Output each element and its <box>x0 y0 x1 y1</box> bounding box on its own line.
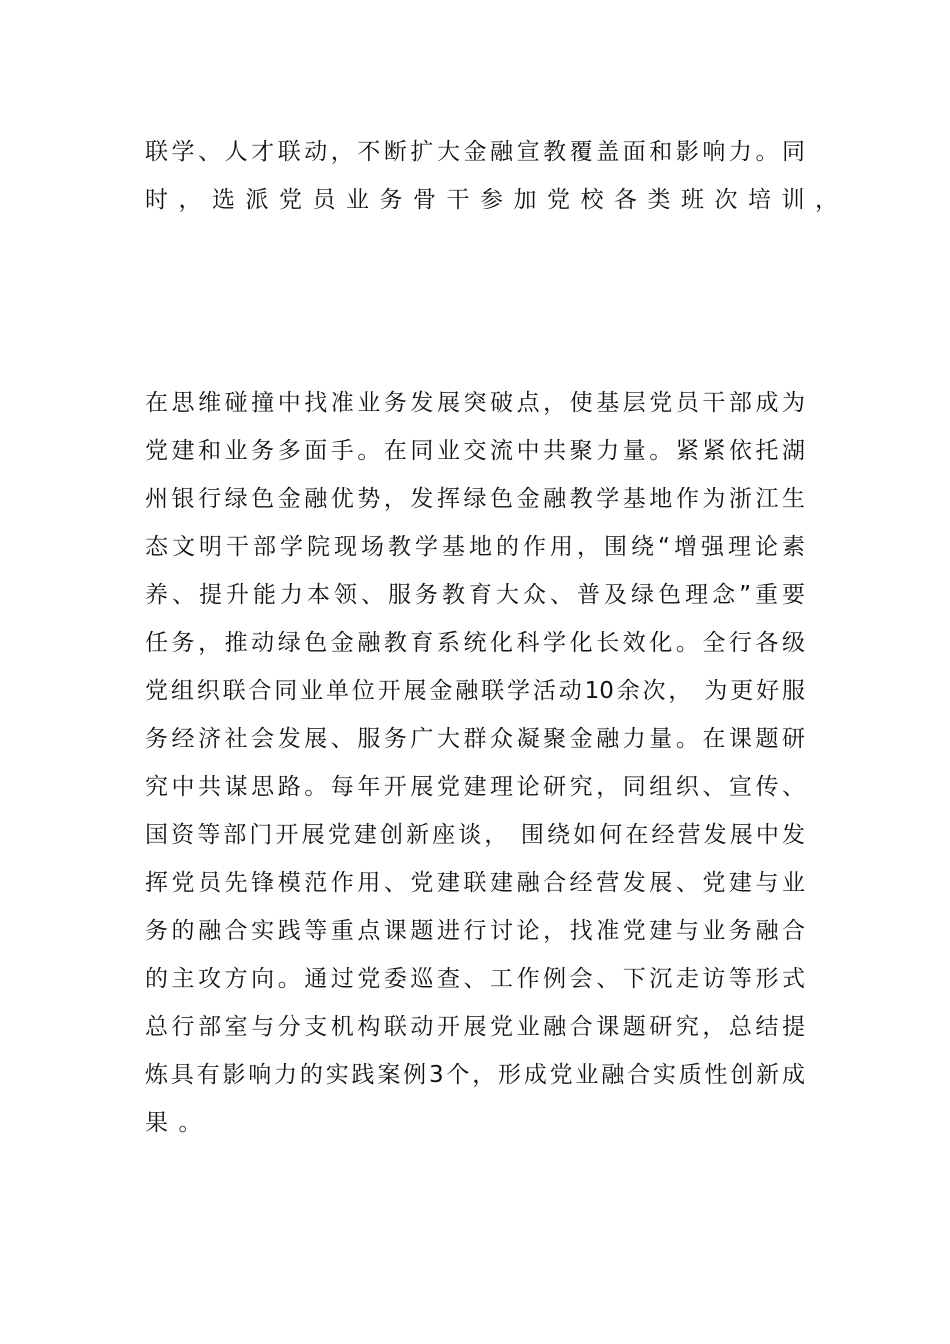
text-line: 炼具有影响力的实践案例3个，形成党业融合实质性创新成 <box>145 1062 805 1088</box>
text-line: 联学、人才联动，不断扩大金融宣教覆盖面和影响力。同 <box>145 139 805 165</box>
text-line: 总行部室与分支机构联动开展党业融合课题研究，总结提 <box>145 1014 805 1040</box>
text-line: 州银行绿色金融优势，发挥绿色金融教学基地作为浙江生 <box>145 486 805 512</box>
text-line: 时，选派党员业务骨干参加党校各类班次培训， <box>145 187 849 213</box>
paragraph-2 <box>145 379 805 1147</box>
text-line: 在思维碰撞中找准业务发展突破点，使基层党员干部成为 <box>145 390 805 416</box>
text-line: 国资等部门开展党建创新座谈， 围绕如何在经营发展中发 <box>145 822 805 848</box>
text-line: 果。 <box>145 1110 212 1136</box>
text-line: 究中共谋思路。每年开展党建理论研究，同组织、宣传、 <box>145 774 805 800</box>
text-line: 任务，推动绿色金融教育系统化科学化长效化。全行各级 <box>145 630 805 656</box>
text-line: 务的融合实践等重点课题进行讨论，找准党建与业务融合 <box>145 918 805 944</box>
paragraph-1 <box>145 128 849 224</box>
text-line: 养、提升能力本领、服务教育大众、普及绿色理念”重要 <box>145 582 805 608</box>
text-line: 的主攻方向。通过党委巡查、工作例会、下沉走访等形式 <box>145 966 805 992</box>
text-line: 务经济社会发展、服务广大群众凝聚金融力量。在课题研 <box>145 726 805 752</box>
text-line: 挥党员先锋模范作用、党建联建融合经营发展、党建与业 <box>145 870 805 896</box>
text-line: 党组织联合同业单位开展金融联学活动10余次， 为更好服 <box>145 678 805 704</box>
text-line: 党建和业务多面手。在同业交流中共聚力量。紧紧依托湖 <box>145 438 805 464</box>
text-line: 态文明干部学院现场教学基地的作用，围绕“增强理论素 <box>145 534 805 560</box>
